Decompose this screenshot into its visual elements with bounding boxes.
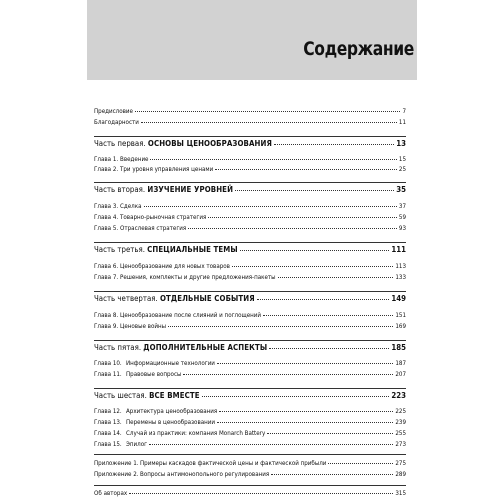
toc-part-2[interactable]: Часть вторая. ИЗУЧЕНИЕ УРОВНЕЙ 35 xyxy=(94,185,406,194)
leader-dots xyxy=(278,277,394,278)
leader-dots xyxy=(168,326,393,327)
toc-chapter-7[interactable]: Глава 7. Решения, комплекты и другие предложения-пакеты 133 xyxy=(94,274,406,281)
toc-entry-preface[interactable]: Предисловие 7 xyxy=(94,108,406,115)
section-divider xyxy=(94,242,406,243)
leader-dots xyxy=(202,396,390,397)
toc-chapter-11[interactable]: Глава 11. Правовые вопросы 207 xyxy=(94,371,406,378)
toc-appendix-2[interactable]: Приложение 2. Вопросы антимонопольного регулирования 289 xyxy=(94,471,406,478)
leader-dots xyxy=(263,315,393,316)
leader-dots xyxy=(271,474,393,475)
toc-chapter-8[interactable]: Глава 8. Ценообразование после слияний и поглощений 151 xyxy=(94,312,406,319)
toc-chapter-10[interactable]: Глава 10. Информационные технологии 187 xyxy=(94,360,406,367)
leader-dots xyxy=(129,493,393,494)
section-divider xyxy=(94,340,406,341)
page-title: Содержание xyxy=(303,38,414,60)
toc-appendix-1[interactable]: Приложение 1. Примеры каскадов фактической цены и фактической прибыли 275 xyxy=(94,460,406,467)
toc-chapter-6[interactable]: Глава 6. Ценообразование для новых товаров 113 xyxy=(94,263,406,270)
toc-entry-authors[interactable]: Об авторах 315 xyxy=(94,490,406,497)
leader-dots xyxy=(232,266,393,267)
leader-dots xyxy=(135,111,400,112)
section-divider xyxy=(94,291,406,292)
leader-dots xyxy=(183,374,393,375)
toc-chapter-5[interactable]: Глава 5. Отраслевая стратегия 93 xyxy=(94,225,406,232)
leader-dots xyxy=(217,363,393,364)
leader-dots xyxy=(328,463,393,464)
leader-dots xyxy=(150,159,396,160)
section-divider xyxy=(94,182,406,183)
toc-chapter-12[interactable]: Глава 12. Архитектура ценообразования 225 xyxy=(94,408,406,415)
leader-dots xyxy=(215,169,397,170)
toc-chapter-1[interactable]: Глава 1. Введение 15 xyxy=(94,156,406,163)
toc-part-1[interactable]: Часть первая. ОСНОВЫ ЦЕНООБРАЗОВАНИЯ 13 xyxy=(94,139,406,148)
toc-chapter-2[interactable]: Глава 2. Три уровня управления ценами 25 xyxy=(94,166,406,173)
leader-dots xyxy=(208,217,397,218)
section-divider xyxy=(94,454,406,455)
toc-chapter-3[interactable]: Глава 3. Сделка 37 xyxy=(94,203,406,210)
toc-part-5[interactable]: Часть пятая. ДОПОЛНИТЕЛЬНЫЕ АСПЕКТЫ 185 xyxy=(94,343,406,352)
leader-dots xyxy=(219,411,393,412)
section-divider xyxy=(94,485,406,486)
leader-dots xyxy=(240,250,390,251)
section-divider xyxy=(94,388,406,389)
toc-chapter-15[interactable]: Глава 15. Эпилог 273 xyxy=(94,441,406,448)
toc-part-4[interactable]: Часть четвертая. ОТДЕЛЬНЫЕ СОБЫТИЯ 149 xyxy=(94,294,406,303)
toc-chapter-9[interactable]: Глава 9. Ценовые войны 169 xyxy=(94,323,406,330)
section-divider xyxy=(94,136,406,137)
leader-dots xyxy=(235,190,394,191)
leader-dots xyxy=(217,422,393,423)
toc-chapter-4[interactable]: Глава 4. Товарно-рыночная стратегия 59 xyxy=(94,214,406,221)
leader-dots xyxy=(144,206,397,207)
leader-dots xyxy=(267,433,393,434)
toc-entry-thanks[interactable]: Благодарности 11 xyxy=(94,119,406,126)
leader-dots xyxy=(188,228,397,229)
leader-dots xyxy=(257,299,390,300)
toc-chapter-13[interactable]: Глава 13. Перемены в ценообразовании 239 xyxy=(94,419,406,426)
leader-dots xyxy=(269,348,389,349)
leader-dots xyxy=(149,444,393,445)
toc-chapter-14[interactable]: Глава 14. Случай из практики: компания Monarch Battery 255 xyxy=(94,430,406,437)
toc-part-6[interactable]: Часть шестая. ВСЕ ВМЕСТЕ 223 xyxy=(94,391,406,400)
toc-part-3[interactable]: Часть третья. СПЕЦИАЛЬНЫЕ ТЕМЫ 111 xyxy=(94,245,406,254)
leader-dots xyxy=(274,144,394,145)
leader-dots xyxy=(141,122,397,123)
